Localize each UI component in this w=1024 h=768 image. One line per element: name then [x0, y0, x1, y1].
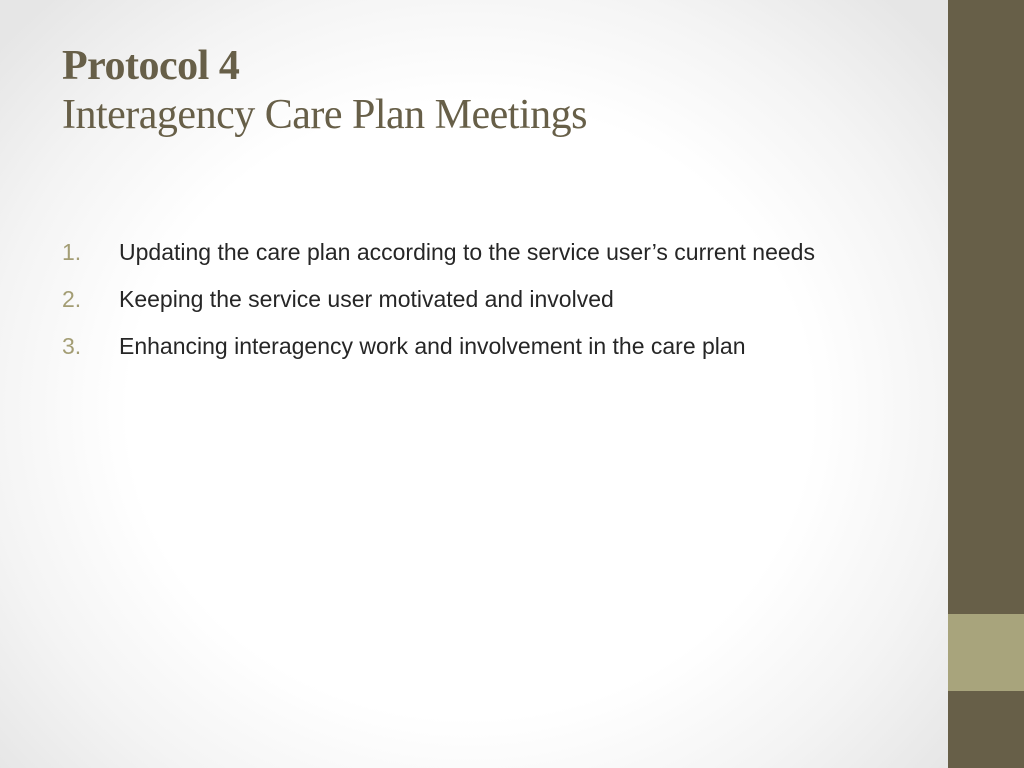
list-item-text: Keeping the service user motivated and involved: [119, 286, 614, 312]
list-item-number: 2.: [62, 286, 82, 312]
slide-title: [62, 42, 922, 140]
list-item-number: 3.: [62, 333, 82, 359]
list-item: [62, 328, 862, 365]
list-item: [62, 234, 862, 271]
list-item-number: 1.: [62, 239, 82, 265]
list-item-text: Updating the care plan according to the service user’s current needs: [119, 239, 815, 265]
list-item-text: Enhancing interagency work and involvement in the care plan: [119, 333, 746, 359]
sidebar-accent-block: [948, 614, 1024, 691]
title-line-1: Protocol 4: [62, 43, 240, 89]
numbered-list: [62, 234, 862, 375]
list-item: [62, 281, 862, 318]
title-line-2: Interagency Care Plan Meetings: [62, 92, 587, 138]
